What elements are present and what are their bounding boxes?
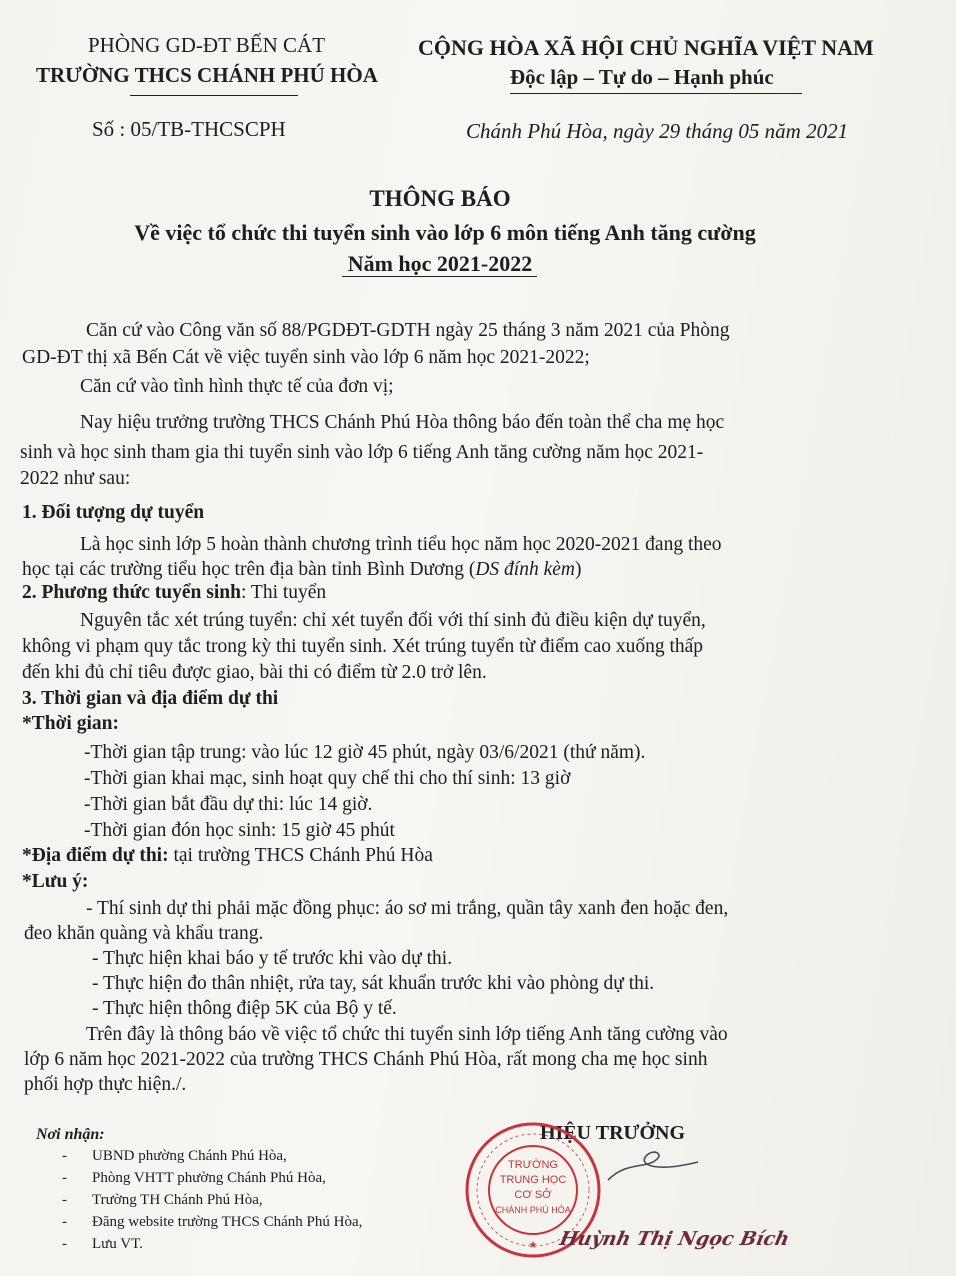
recipient-text: Lưu VT. bbox=[92, 1236, 143, 1252]
principal-name: Huỳnh Thị Ngọc Bích bbox=[557, 1228, 792, 1250]
intro-line: Nay hiệu trưởng trường THCS Chánh Phú Hòa thông báo đến toàn thể cha mẹ học bbox=[80, 412, 725, 433]
seal-text: TRƯỜNG bbox=[508, 1159, 558, 1171]
recipient-item: - Lưu VT. bbox=[62, 1236, 143, 1252]
recipient-item: - UBND phường Chánh Phú Hòa, bbox=[62, 1148, 287, 1164]
recipients-list bbox=[62, 1145, 362, 1255]
svg-text:★: ★ bbox=[528, 1240, 538, 1251]
section-line-text: ) bbox=[574, 559, 582, 580]
section-line: Nguyên tắc xét trúng tuyển: chỉ xét tuyển đối với thí sinh đủ điều kiện dự tuyển, bbox=[80, 610, 706, 631]
recipient-item: - Trường TH Chánh Phú Hòa, bbox=[62, 1192, 263, 1208]
intro-line: GD-ĐT thị xã Bến Cát về việc tuyển sinh vào lớp 6 năm học 2021-2022; bbox=[22, 347, 590, 368]
republic-title: CỘNG HÒA XÃ HỘI CHỦ NGHĨA VIỆT NAM bbox=[418, 35, 874, 60]
note-item: đeo khăn quàng và khẩu trang. bbox=[24, 923, 264, 944]
document-number: Số : 05/TB-THCSCPH bbox=[92, 117, 286, 141]
motto: Độc lập – Tự do – Hạnh phúc bbox=[510, 65, 774, 89]
time-item: -Thời gian tập trung: vào lúc 12 giờ 45 phút, ngày 03/6/2021 (thứ năm). bbox=[84, 742, 646, 763]
intro-line: Căn cứ vào Công văn số 88/PGDĐT-GDTH ngày 25 tháng 3 năm 2021 của Phòng bbox=[86, 320, 730, 341]
section-line-text: học tại các trường tiểu học trên địa bàn tỉnh Bình Dương ( bbox=[22, 559, 476, 580]
section-line: đến khi đủ chỉ tiêu được giao, bài thi có điểm từ 2.0 trở lên. bbox=[22, 662, 487, 683]
section-line: Là học sinh lớp 5 hoàn thành chương trình tiểu học năm học 2020-2021 đang theo bbox=[80, 534, 722, 555]
section-heading: 1. Đối tượng dự tuyển bbox=[22, 502, 205, 523]
time-item: -Thời gian đón học sinh: 15 giờ 45 phút bbox=[84, 820, 395, 841]
section-heading: 3. Thời gian và địa điểm dự thi bbox=[22, 688, 279, 709]
principal-title: HIỆU TRƯỞNG bbox=[540, 1122, 686, 1144]
seal-text: CƠ SỞ bbox=[514, 1189, 552, 1201]
intro-line: Căn cứ vào tình hình thực tế của đơn vị; bbox=[80, 376, 394, 397]
seal-text: TRUNG HỌC bbox=[499, 1174, 567, 1186]
seal-text: CHÁNH PHÚ HÒA bbox=[495, 1205, 571, 1215]
closing-line: Trên đây là thông báo về việc tổ chức thi tuyển sinh lớp tiếng Anh tăng cường vào bbox=[86, 1024, 728, 1045]
school-underline bbox=[130, 95, 298, 96]
closing-line: lớp 6 năm học 2021-2022 của trường THCS Chánh Phú Hòa, rất mong cha mẹ học sinh bbox=[24, 1049, 708, 1070]
recipient-text: Trường TH Chánh Phú Hòa, bbox=[92, 1192, 263, 1208]
department-name: PHÒNG GD-ĐT BẾN CÁT bbox=[88, 33, 326, 57]
note-item: - Thí sinh dự thi phải mặc đồng phục: áo sơ mi trắng, quần tây xanh đen hoặc đen, bbox=[86, 898, 729, 919]
attachment-note: DS đính kèm bbox=[475, 559, 575, 580]
note-item: - Thực hiện khai báo y tế trước khi vào dự thi. bbox=[92, 948, 453, 969]
recipients-label: Nơi nhận: bbox=[36, 1126, 105, 1143]
intro-line: sinh và học sinh tham gia thi tuyển sinh vào lớp 6 tiếng Anh tăng cường năm học 2021- bbox=[20, 442, 704, 463]
signature-stroke bbox=[598, 1140, 708, 1200]
notice-title: THÔNG BÁO bbox=[369, 186, 511, 211]
closing-line: phối hợp thực hiện./. bbox=[24, 1074, 187, 1095]
note-item: - Thực hiện đo thân nhiệt, rửa tay, sát khuẩn trước khi vào phòng dự thi. bbox=[92, 973, 655, 994]
section-line: không vi phạm quy tắc trong kỳ thi tuyển sinh. Xét trúng tuyển từ điểm cao xuống thấp bbox=[22, 636, 704, 657]
section-heading bbox=[22, 580, 326, 605]
motto-underline bbox=[510, 93, 802, 94]
location-value: tại trường THCS Chánh Phú Hòa bbox=[168, 845, 433, 866]
note-item: - Thực hiện thông điệp 5K của Bộ y tế. bbox=[92, 998, 397, 1019]
school-year: Năm học 2021-2022 bbox=[347, 251, 533, 276]
location-label: *Địa điểm dự thi: bbox=[22, 845, 169, 866]
recipient-text: UBND phường Chánh Phú Hòa, bbox=[92, 1148, 287, 1164]
place-date: Chánh Phú Hòa, ngày 29 tháng 05 năm 2021 bbox=[466, 119, 849, 143]
section-line bbox=[22, 557, 581, 582]
school-name: TRƯỜNG THCS CHÁNH PHÚ HÒA bbox=[36, 63, 378, 87]
time-item: -Thời gian khai mạc, sinh hoạt quy chế thi cho thí sinh: 13 giờ bbox=[84, 768, 571, 789]
recipient-item: - Phòng VHTT phường Chánh Phú Hòa, bbox=[62, 1170, 326, 1186]
exam-location bbox=[22, 843, 433, 868]
recipient-text: Phòng VHTT phường Chánh Phú Hòa, bbox=[92, 1170, 326, 1186]
note-label: *Lưu ý: bbox=[22, 871, 89, 892]
time-label: *Thời gian: bbox=[22, 713, 119, 734]
recipient-text: Đăng website trường THCS Chánh Phú Hòa, bbox=[92, 1214, 363, 1230]
section-heading-rest: : Thi tuyển bbox=[240, 582, 327, 603]
notice-subject: Về việc tổ chức thi tuyển sinh vào lớp 6 môn tiếng Anh tăng cường bbox=[134, 220, 756, 245]
recipient-item: - Đăng website trường THCS Chánh Phú Hòa, bbox=[62, 1214, 363, 1230]
time-item: -Thời gian bắt đầu dự thi: lúc 14 giờ. bbox=[84, 794, 373, 815]
title-underline bbox=[342, 276, 537, 277]
intro-line: 2022 như sau: bbox=[20, 468, 131, 489]
section-heading-text: 2. Phương thức tuyển sinh bbox=[22, 582, 241, 603]
